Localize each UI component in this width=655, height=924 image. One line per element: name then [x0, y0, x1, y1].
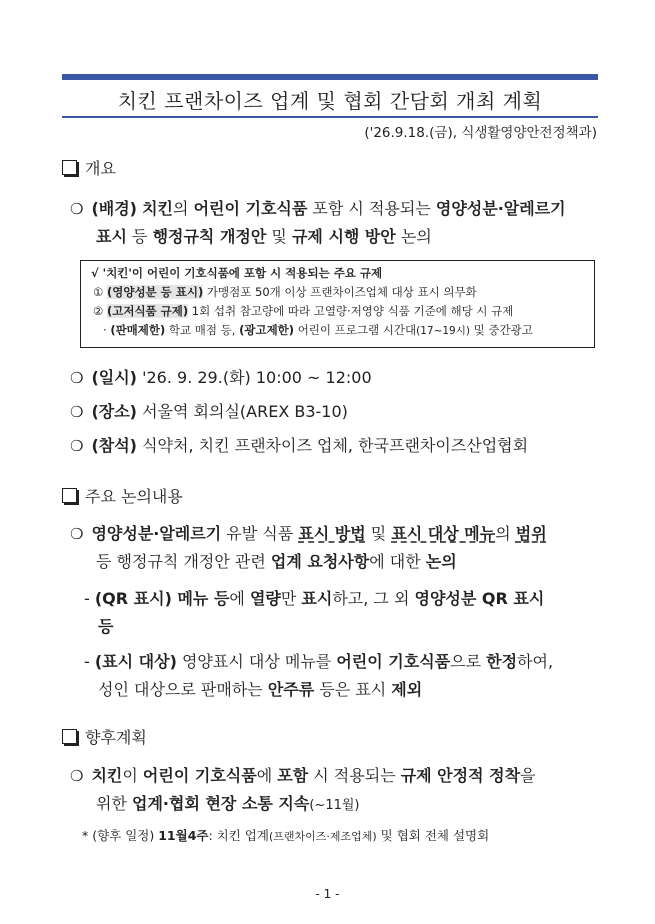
circle-bullet-icon: ❍: [70, 403, 84, 421]
text: 업계 요청사항: [270, 552, 370, 571]
text: 범위: [515, 524, 547, 543]
text: 메뉴 등: [171, 589, 230, 608]
dash-bullet: -: [84, 652, 95, 671]
text: 11월4주: [158, 828, 209, 843]
text: 하여,: [517, 652, 554, 671]
note-header: √ '치킨'이 어린이 기호식품에 포함 시 적용되는 주요 규제: [91, 266, 383, 280]
text: 및: [365, 524, 392, 543]
text: 표시 방법: [298, 524, 366, 543]
note-row-3: [91, 321, 584, 341]
discussion-sub-2: [84, 648, 604, 676]
note-text: 가맹점포 50개 이상 프랜차이즈업체 대상 표시 의무화: [203, 285, 477, 299]
section-future-heading: [62, 725, 147, 748]
text: (프랜차이즈·제조업체): [268, 830, 377, 843]
discussion-main-line2: [96, 548, 457, 576]
text: 으로: [450, 652, 487, 671]
discussion-sub-1-line2: [98, 613, 113, 641]
label: (배경): [91, 199, 137, 218]
text: 규제 안정적 정착: [400, 766, 521, 785]
section-discussion-heading: [62, 484, 183, 507]
note-small-text: (17~19시): [416, 325, 470, 337]
note-row-1: [91, 283, 584, 302]
text: 의: [495, 524, 516, 543]
section-title: 주요 논의내용: [85, 487, 183, 506]
circle-bullet-icon: ❍: [70, 369, 84, 387]
text: 규제 시행 방안: [291, 227, 396, 246]
text: 을: [520, 766, 536, 785]
text: 영양성분 QR 표시: [414, 589, 545, 608]
text: 및 협회 전체 설명회: [376, 828, 490, 843]
circled-number: ②: [93, 304, 104, 318]
note-text: 학교 매점 등,: [165, 323, 240, 337]
text: 유발 식품: [221, 524, 299, 543]
dateline: ('26.9.18.(금), 식생활영양안전정책과): [364, 125, 597, 141]
text: 영양성분·알레르기: [91, 524, 222, 543]
overview-background-line2: [96, 223, 432, 251]
text: 에: [229, 589, 250, 608]
checkbox-square-icon: [62, 488, 77, 503]
page-number: - 1 -: [315, 887, 340, 901]
note-label: (영양성분 등 표시): [106, 285, 204, 299]
note-label: (광고제한): [239, 323, 295, 337]
future-schedule-note: [82, 826, 489, 844]
circle-bullet-icon: ❍: [70, 767, 84, 785]
regulation-note-box: [80, 260, 595, 348]
text: 표시: [301, 589, 333, 608]
note-text: 어린이 프로그램 시간대: [294, 323, 417, 337]
circled-number: ①: [93, 285, 104, 299]
future-item-line2: [96, 790, 360, 820]
circle-bullet-icon: ❍: [70, 200, 84, 218]
label: (참석): [91, 436, 137, 455]
value: 서울역 회의실(AREX B3-10): [142, 402, 348, 421]
text: 포함: [277, 766, 309, 785]
text: 영양표시 대상 메뉴를: [176, 652, 337, 671]
text: 어린이 기호식품: [336, 652, 451, 671]
discussion-main-item: [70, 520, 610, 548]
text: 위한: [96, 794, 132, 813]
note-row-2: [91, 302, 584, 321]
text: 치킨: [142, 199, 174, 218]
text: 어린이 기호식품: [142, 766, 257, 785]
text: 등: [126, 227, 153, 246]
text: 제외: [391, 680, 423, 699]
text: 의: [173, 199, 194, 218]
value: '26. 9. 29.(화) 10:00 ~ 12:00: [142, 368, 372, 387]
label: (일시): [91, 368, 137, 387]
text: 표시 대상 메뉴: [391, 524, 496, 543]
text: (~11월): [309, 798, 360, 813]
text: * (향후 일정): [82, 828, 159, 843]
text: 하고, 그 외: [332, 589, 415, 608]
text: 이: [122, 766, 143, 785]
discussion-sub-1: [84, 585, 604, 613]
text: 어린이 기호식품: [193, 199, 308, 218]
text: 등은 표시: [314, 680, 392, 699]
text: 및: [266, 227, 292, 246]
text: 열량: [249, 589, 281, 608]
text: 논의: [395, 227, 432, 246]
text: 행정규칙 개정안: [152, 227, 267, 246]
section-overview-heading: [62, 156, 116, 179]
note-text: 및 중간광고: [469, 323, 533, 337]
overview-date-item: [70, 364, 372, 392]
text: 영양성분·알레르기: [435, 199, 566, 218]
label: (장소): [91, 402, 137, 421]
dot-bullet: ·: [103, 323, 107, 337]
overview-attendees-item: [70, 432, 528, 460]
future-item: [70, 762, 610, 790]
text: 논의: [425, 552, 457, 571]
text: 등 행정규칙 개정안 관련: [96, 552, 271, 571]
checkbox-square-icon: [62, 729, 77, 744]
text: 한정: [486, 652, 518, 671]
title-rule-bottom: [62, 116, 598, 118]
title-rule-top: [62, 74, 598, 80]
label: (QR 표시): [94, 589, 172, 608]
dash-bullet: -: [84, 589, 95, 608]
text: 포함 시 적용되는: [307, 199, 436, 218]
discussion-sub-2-line2: [98, 676, 422, 704]
text: 치킨: [91, 766, 123, 785]
text: 에 대한: [369, 552, 426, 571]
text: 표시: [96, 227, 127, 246]
text: 만: [280, 589, 302, 608]
note-text: 1회 섭취 참고량에 따라 고열량·저영양 식품 기준에 해당 시 규제: [188, 304, 514, 318]
text: : 치킨 업계: [208, 828, 269, 843]
text: 시 적용되는: [308, 766, 401, 785]
label: (표시 대상): [94, 652, 177, 671]
text: 업계·협회 현장 소통 지속: [132, 794, 310, 813]
text: 등: [98, 617, 114, 636]
value: 식약처, 치킨 프랜차이즈 업체, 한국프랜차이즈산업협회: [142, 436, 529, 455]
document-title: 치킨 프랜차이즈 업계 및 협회 간담회 개최 계획: [117, 89, 543, 113]
checkbox-square-icon: [62, 160, 77, 175]
text: 안주류: [267, 680, 315, 699]
text: 에: [256, 766, 278, 785]
section-title: 개요: [85, 159, 116, 178]
note-label: (고저식품 규제): [106, 304, 189, 318]
overview-place-item: [70, 398, 348, 426]
note-label: (판매제한): [110, 323, 166, 337]
circle-bullet-icon: ❍: [70, 525, 84, 543]
section-title: 향후계획: [85, 728, 147, 747]
overview-background-item: [70, 195, 605, 223]
text: 성인 대상으로 판매하는: [98, 680, 268, 699]
circle-bullet-icon: ❍: [70, 437, 84, 455]
